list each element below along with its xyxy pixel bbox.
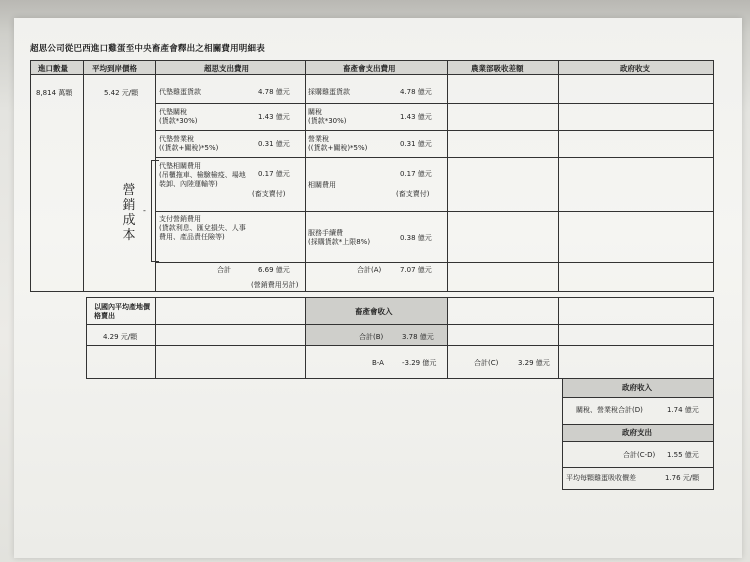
gov-expense-header: 政府支出 (622, 428, 652, 437)
coa-total-label: 合計(C) (474, 359, 499, 367)
council-row-2-amount: 1.43 億元 (400, 113, 432, 121)
council-row-4-label: 相關費用 (308, 181, 336, 189)
row-line-1 (155, 103, 714, 104)
chaosi-total-note: (營銷費用另計) (251, 281, 299, 289)
sales-col-3 (447, 297, 448, 379)
header-coa: 農業部吸收差額 (471, 64, 524, 73)
header-council: 畜產會支出費用 (343, 64, 396, 73)
sales-col-1 (155, 297, 156, 379)
council-total-label: 合計(A) (357, 266, 382, 274)
chaosi-row-4-note: (畜支賣付) (252, 190, 286, 198)
header-qty: 進口數量 (38, 64, 68, 73)
cost-bracket (151, 160, 159, 262)
chaosi-total-amount: 6.69 億元 (258, 266, 290, 274)
council-row-5-amount: 0.38 億元 (400, 234, 432, 242)
council-income-header: 畜產會收入 (355, 307, 393, 316)
chaosi-total-label: 合計 (217, 266, 231, 274)
col-line-1 (83, 60, 84, 292)
council-row-5-text: 服務手續費 (採購貨款*上限8%) (308, 229, 371, 246)
chaosi-row-3-label (159, 135, 255, 153)
sales-row-1 (86, 324, 714, 325)
gov-row-4 (562, 467, 714, 468)
bracket-dash: - (143, 206, 146, 215)
col-line-5 (558, 60, 559, 292)
gov-expense-amount: 1.55 億元 (667, 451, 699, 459)
import-qty: 8,814 萬顆 (36, 89, 73, 97)
chaosi-row-2-amount: 1.43 億元 (258, 113, 290, 121)
coa-total-amount: 3.29 億元 (518, 359, 550, 367)
col-line-3 (305, 60, 306, 292)
row-line-4 (155, 211, 714, 212)
ba-amount: -3.29 億元 (402, 359, 437, 367)
row-line-2 (155, 130, 714, 131)
domestic-price: 4.29 元/顆 (103, 333, 138, 341)
council-row-3-text: 營業稅 ((貨款+關稅)*5%) (308, 135, 368, 152)
row-line-5 (155, 262, 714, 263)
council-row-2-label (308, 108, 396, 126)
header-gov: 政府收支 (620, 64, 650, 73)
gov-income-amount: 1.74 億元 (667, 406, 699, 414)
header-avg-price: 平均到岸價格 (92, 64, 137, 73)
sales-row-2 (86, 345, 714, 346)
ba-label: B-A (372, 359, 384, 367)
chaosi-row-3-text: 代墊營業稅 ((貨款+關稅)*5%) (159, 135, 219, 152)
chaosi-row-1-amount: 4.78 億元 (258, 88, 290, 96)
council-income-amount: 3.78 億元 (402, 333, 434, 341)
council-row-3-amount: 0.31 億元 (400, 140, 432, 148)
domestic-price-label: 以國內平均產地價格賣出 (94, 303, 150, 320)
chaosi-row-3-amount: 0.31 億元 (258, 140, 290, 148)
council-row-1-amount: 4.78 億元 (400, 88, 432, 96)
gov-income-label: 關稅、營業稅合計(D) (576, 406, 643, 414)
chaosi-row-4-label (159, 162, 251, 189)
subsidy-amount: 1.76 元/顆 (665, 474, 700, 482)
row-line-3 (155, 157, 714, 158)
document-title: 超思公司從巴西進口雞蛋至中央畜產會釋出之相關費用明細表 (30, 44, 265, 54)
chaosi-row-2-text: 代墊關稅 (貨款*30%) (159, 108, 198, 125)
subsidy-label: 平均每顆雞蛋吸收價差 (566, 474, 636, 482)
council-row-1-label: 採購雞蛋貨款 (308, 88, 350, 96)
council-row-4-amount: 0.17 億元 (400, 170, 432, 178)
header-chaosi: 超思支出費用 (204, 64, 249, 73)
council-row-2-text: 關稅 (貨款*30%) (308, 108, 347, 125)
gov-row-2 (562, 424, 714, 425)
sales-col-4 (558, 297, 559, 379)
chaosi-row-5-label (159, 215, 251, 242)
council-row-4-note: (畜支賣付) (396, 190, 430, 198)
council-income-label: 合計(B) (359, 333, 384, 341)
gov-row-3 (562, 441, 714, 442)
chaosi-row-4-amount: 0.17 億元 (258, 170, 290, 178)
gov-expense-label: 合計(C-D) (623, 451, 656, 459)
chaosi-row-5-text: 支付營銷費用 (貸款利息、匯兌損失、人事費用、產品責任險等) (159, 215, 246, 241)
gov-income-header: 政府收入 (622, 383, 652, 392)
col-line-4 (447, 60, 448, 292)
header-rule (30, 74, 714, 75)
gov-row-1 (562, 397, 714, 398)
chaosi-row-4-text: 代墊相關費用 (吊櫃拖車、檢驗檢疫、場地裝卸、內陸運輸等) (159, 162, 246, 188)
marketing-cost-label: 營銷成本 (122, 183, 136, 243)
chaosi-row-1-label: 代墊雞蛋貨款 (159, 88, 201, 96)
avg-price: 5.42 元/顆 (104, 89, 139, 97)
chaosi-row-2-label (159, 108, 255, 126)
council-total-amount: 7.07 億元 (400, 266, 432, 274)
council-row-3-label (308, 135, 400, 153)
council-row-5-label (308, 229, 400, 247)
